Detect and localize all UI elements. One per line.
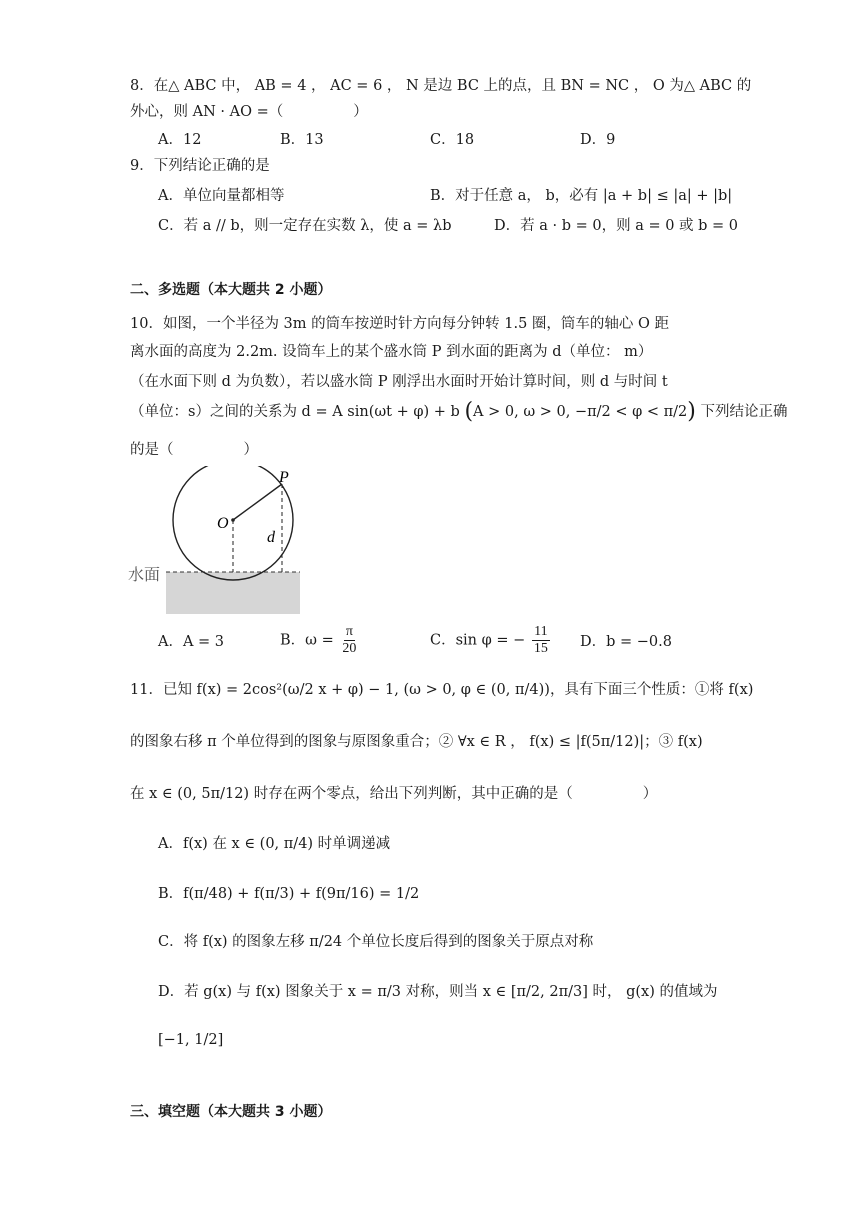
q10-line4-tail: 下列结论正确	[700, 404, 788, 420]
q11-option-d: D．若 g(x) 与 f(x) 图象关于 x = π/3 对称，则当 x ∈ [π/2, 2π/3] 时， g(x) 的值域为	[158, 984, 718, 1000]
section-2-heading: 二、多选题（本大题共 2 小题）	[130, 282, 332, 298]
q10-line1: 10．如图，一个半径为 3m 的筒车按逆时针方向每分钟转 1.5 圈，筒车的轴心 O 距	[130, 316, 670, 332]
q10-option-c-frac	[532, 624, 550, 657]
q8-line2-suffix: ）	[353, 104, 368, 120]
q8-option-c: C．18	[430, 132, 475, 148]
q11-option-c: C．将 f(x) 的图象左移 π/24 个单位长度后得到的图象关于原点对称	[158, 934, 594, 950]
q11-line2	[130, 732, 703, 752]
q9-option-b: B．对于任意 a， b，必有 |a + b| ≤ |a| + |b|	[430, 188, 733, 204]
q10-option-a: A．A = 3	[158, 634, 225, 650]
center-dot	[231, 518, 235, 522]
q8-line2-prefix: 外心，则 AN · AO =（	[130, 104, 284, 120]
q10-line3: （在水面下则 d 为负数），若以盛水筒 P 刚浮出水面时开始计算时间，则 d 与时间 t	[130, 374, 668, 390]
q9-option-a: A．单位向量都相等	[158, 188, 285, 204]
q9-option-c: C．若 a // b，则一定存在实数 λ，使 a = λb	[158, 218, 452, 234]
q8-line1: 8．在△ ABC 中， AB = 4 ， AC = 6 ， N 是边 BC 上的点，且 BN = NC ， O 为△ ABC 的	[130, 78, 752, 94]
frac-num: 11	[534, 624, 548, 639]
q9-option-d: D．若 a · b = 0，则 a = 0 或 b = 0	[494, 218, 739, 234]
q10-line2: 离水面的高度为 2.2m. 设筒车上的某个盛水筒 P 到水面的距离为 d（单位： m）	[130, 344, 653, 360]
q10-option-b-frac	[340, 624, 358, 657]
water-wheel-figure	[126, 466, 316, 616]
label-o: O	[217, 515, 229, 532]
q10-line5-end: ）	[243, 442, 258, 458]
q9-stem: 9．下列结论正确的是	[130, 158, 270, 174]
q11-line2-text: 的图象右移 π 个单位得到的图象与原图象重合；② ∀x ∈ R ， f(x) ≤ |f(5π/12)|	[130, 734, 645, 750]
label-water: 水面	[128, 565, 161, 584]
frac-num: π	[345, 624, 353, 639]
q11-option-a: A．f(x) 在 x ∈ (0, π/4) 时单调递减	[158, 836, 391, 852]
q11-line1	[130, 680, 753, 700]
q10-line4: （单位：s）之间的关系为 d = A sin(ωt + φ) + b (A > 0, ω > 0, −π/2 < φ < π/2) 下列结论正确	[130, 399, 788, 424]
q11-line1-formula: 11．已知 f(x) = 2cos²(ω/2 x + φ) − 1, (ω > 0, φ ∈ (0, π/4))	[130, 682, 550, 698]
label-d: d	[267, 529, 275, 546]
q10-condition: A > 0, ω > 0, −π/2 < φ < π/2	[473, 404, 688, 420]
q10-option-b-pre: B．ω =	[280, 632, 334, 649]
q11-line2-tail: ；③ f(x)	[644, 734, 703, 750]
q8-line2	[130, 102, 368, 122]
frac-den: 20	[342, 641, 357, 656]
q11-option-d-range: [−1, 1/2]	[158, 1032, 224, 1048]
q10-option-c-pre: C．sin φ = −	[430, 632, 526, 649]
q11-line3	[130, 784, 657, 804]
frac-den: 15	[533, 641, 548, 656]
section-3-heading: 三、填空题（本大题共 3 小题）	[130, 1104, 332, 1120]
q11-option-b: B．f(π/48) + f(π/3) + f(9π/16) = 1/2	[158, 886, 420, 902]
radius-op	[233, 484, 282, 520]
q8-option-a: A．12	[158, 132, 202, 148]
q10-line5-text: 的是（	[130, 442, 174, 458]
q11-line3-end: ）	[642, 786, 658, 802]
q10-option-b	[280, 624, 360, 657]
q11-line3-text: 在 x ∈ (0, 5π/12) 时存在两个零点，给出下列判断，其中正确的是（	[130, 786, 573, 802]
water-region	[166, 572, 300, 614]
label-p: P	[279, 469, 289, 486]
q8-option-d: D．9	[580, 132, 616, 148]
q10-option-c	[430, 624, 552, 657]
q10-formula: （单位：s）之间的关系为 d = A sin(ωt + φ) + b	[130, 404, 460, 420]
q8-option-b: B．13	[280, 132, 324, 148]
q10-option-d: D．b = −0.8	[580, 634, 672, 650]
q11-line1-tail: ，具有下面三个性质：①将 f(x)	[549, 682, 754, 698]
q10-line5	[130, 440, 258, 460]
